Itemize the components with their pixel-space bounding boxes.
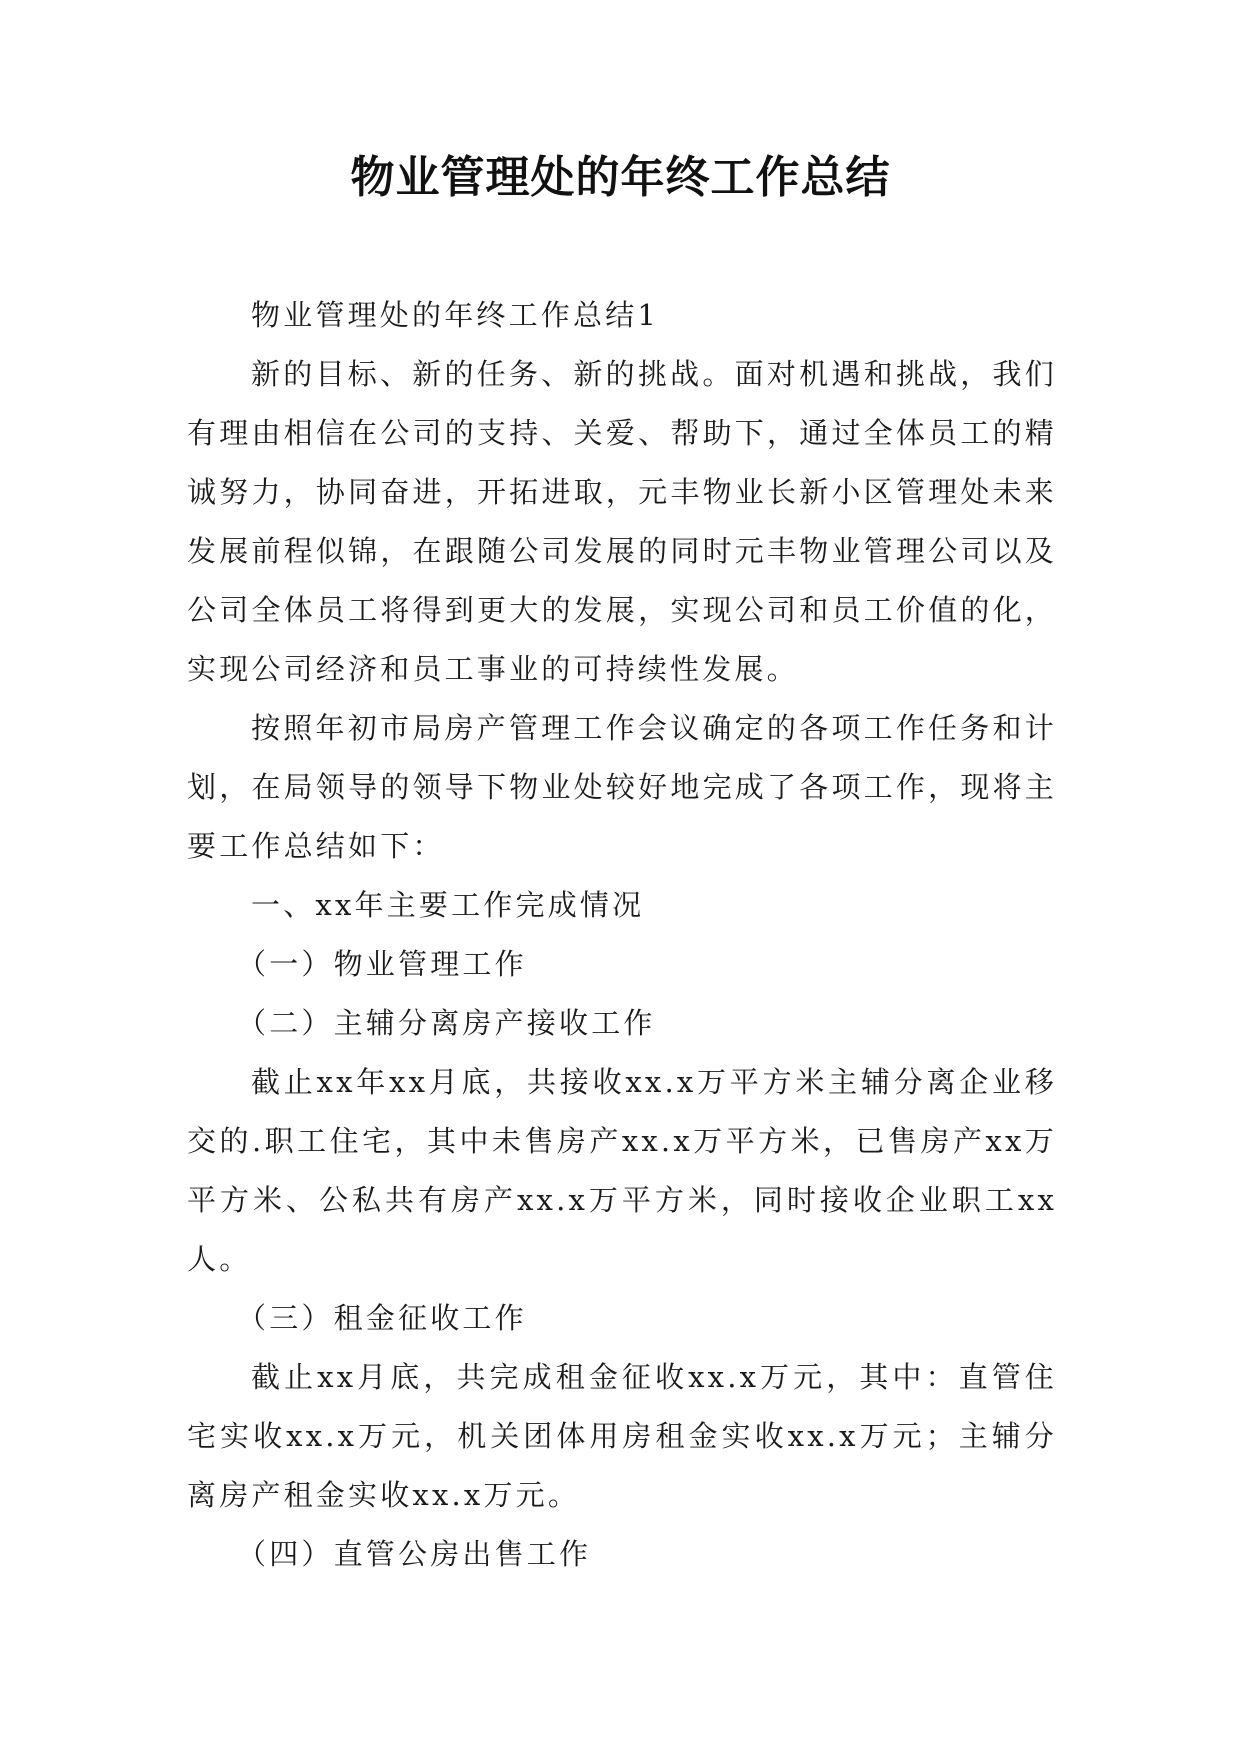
subheading-property-management: （一）物业管理工作 — [237, 947, 527, 981]
document-title: 物业管理处的年终工作总结 — [350, 152, 891, 203]
paragraph-intro: 新的目标、新的任务、新的挑战。面对机遇和挑战，我们有理由相信在公司的支持、关爱、帮助下，通过全体员工的精诚努力，协同奋进，开拓进取，元丰物业长新小区管理处未来发展前程似锦，在跟随公司发展的同时元丰物业管理公司以及公司全体员工将得到更大的发展，实现公司和员工价值的化，实现公司经济和员工事业的可持续性发展。 — [187, 357, 1057, 686]
heading-main-work: 一、xx年主要工作完成情况 — [251, 888, 645, 922]
subheading-public-housing-sale: （四）直管公房出售工作 — [237, 1537, 592, 1571]
paragraph-property-takeover: 截止xx年xx月底，共接收xx.x万平方米主辅分离企业移交的.职工住宅，其中未售房产xx.x万平方米，已售房产xx万平方米、公私共有房产xx.x万平方米，同时接收企业职工xx人。 — [187, 1065, 1057, 1276]
subheading-property-takeover: （二）主辅分离房产接收工作 — [237, 1006, 656, 1040]
section-title: 物业管理处的年终工作总结1 — [251, 298, 660, 332]
document-body — [187, 286, 1057, 1584]
paragraph-plan: 按照年初市局房产管理工作会议确定的各项工作任务和计划，在局领导的领导下物业处较好地完成了各项工作，现将主要工作总结如下： — [187, 711, 1057, 863]
paragraph-rent-collection: 截止xx月底，共完成租金征收xx.x万元，其中：直管住宅实收xx.x万元，机关团体用房租金实收xx.x万元；主辅分离房产租金实收xx.x万元。 — [187, 1360, 1057, 1512]
subheading-rent-collection: （三）租金征收工作 — [237, 1301, 527, 1335]
